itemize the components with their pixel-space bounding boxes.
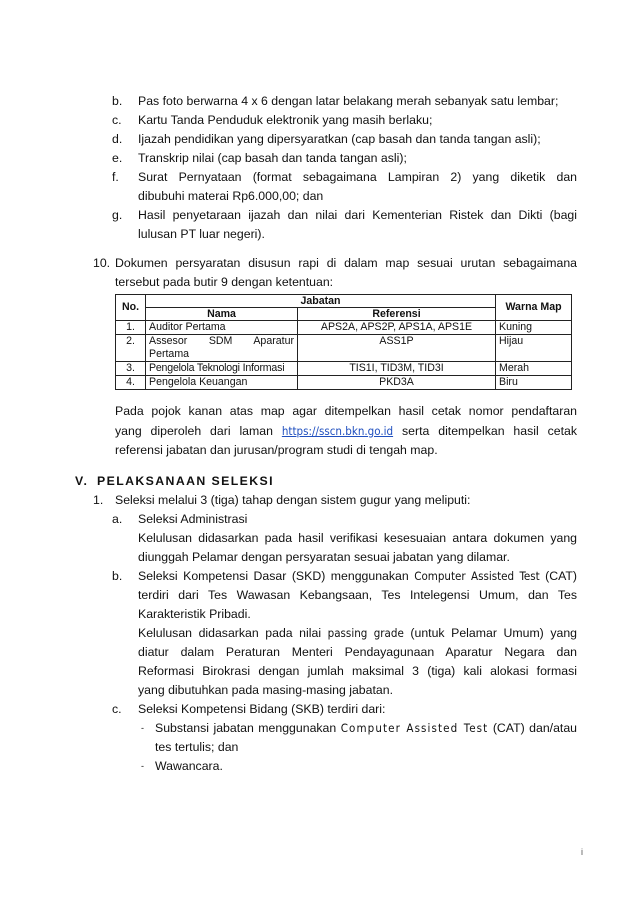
header-nama: Nama [146, 308, 298, 321]
v1-text: Seleksi melalui 3 (tiga) tahap dengan sistem gugur yang meliputi: [115, 493, 471, 507]
list-item-d: Ijazah pendidikan yang dipersyaratkan (cap basah dan tanda tangan asli); [138, 132, 541, 146]
cell-nama-line1: Assesor SDM Aparatur [149, 335, 294, 347]
vb-line3: Karakteristik Pribadi. [138, 607, 251, 621]
list-item-g-line2: lulusan PT luar negeri). [138, 227, 265, 241]
cell-referensi: ASS1P [298, 335, 496, 362]
cell-nama: Pengelola Teknologi Informasi [146, 362, 298, 376]
vb-text: (untuk Pelamar Umum) yang [410, 626, 577, 640]
vb-line6: Reformasi Birokrasi dengan jumlah maksimal 3 (tiga) kali alokasi formasi [138, 664, 577, 678]
vc-title: Seleksi Kompetensi Bidang (SKB) terdiri dari: [138, 702, 386, 716]
list-item-g-line1: Hasil penyetaraan ijazah dan nilai dari Kementerian Ristek dan Dikti (bagi [138, 208, 577, 222]
after-table-line2 [115, 422, 577, 441]
vc-text: (CAT) dan/atau [492, 721, 578, 735]
bullet-dash: - [141, 723, 144, 733]
cell-no: 1. [116, 321, 146, 335]
vc-text: Substansi jabatan menggunakan [155, 721, 337, 735]
vb-text: (CAT) [545, 569, 578, 583]
vc-sub2: Wawancara. [155, 759, 223, 773]
item-10-line1: Dokumen persyaratan disusun rapi di dalam map sesuai urutan sebagaimana [115, 256, 577, 270]
cat-term: Computer Assisted Test [414, 569, 540, 583]
cell-referensi: TIS1I, TID3M, TID3I [298, 362, 496, 376]
table-row [116, 362, 572, 376]
list-item-b: Pas foto berwarna 4 x 6 dengan latar belakang merah sebanyak satu lembar; [138, 94, 559, 108]
list-item-f-line2: dibubuhi materai Rp6.000,00; dan [138, 189, 324, 203]
cell-nama: Auditor Pertama [146, 321, 298, 335]
list-marker: e. [112, 151, 123, 165]
header-referensi: Referensi [298, 308, 496, 321]
passing-grade-term: passing grade [327, 626, 404, 640]
cell-no: 4. [116, 376, 146, 390]
vb-line7: yang dibutuhkan pada masing-masing jabatan. [138, 683, 393, 697]
va-line2: diunggah Pelamar dengan persyaratan sesuai jabatan yang dilamar. [138, 550, 510, 564]
header-no: No. [116, 295, 146, 321]
header-warna-map: Warna Map [496, 295, 572, 321]
vb-text: Seleksi Kompetensi Dasar (SKD) menggunakan [138, 569, 409, 583]
list-item-f-line1: Surat Pernyataan (format sebagaimana Lampiran 2) yang diketik dan [138, 170, 577, 184]
vb-line2: terdiri dari Tes Wawasan Kebangsaan, Tes Intelegensi Umum, dan Tes [138, 588, 577, 602]
cell-nama: Pengelola Keuangan [146, 376, 298, 390]
item-10-line2: tersebut pada butir 9 dengan ketentuan: [115, 275, 334, 289]
after-table-line1: Pada pojok kanan atas map agar ditempelkan hasil cetak nomor pendaftaran [115, 404, 577, 418]
list-item-c: Kartu Tanda Penduduk elektronik yang masih berlaku; [138, 113, 433, 127]
vb-line1 [138, 567, 577, 586]
bullet-dash: - [141, 761, 144, 771]
cell-no: 2. [116, 335, 146, 362]
list-marker: 1. [93, 493, 104, 507]
header-jabatan: Jabatan [146, 295, 496, 308]
table-header-row [116, 295, 572, 308]
section-marker: V. [75, 474, 89, 488]
list-marker: b. [112, 94, 123, 108]
after-table-line3: referensi jabatan dan jurusan/program studi di tengah map. [115, 443, 438, 457]
table-row [116, 321, 572, 335]
page-number: i [581, 847, 583, 857]
va-line1: Kelulusan didasarkan pada hasil verifikasi kesesuaian antara dokumen yang [138, 531, 577, 545]
after-table-text: yang diperoleh dari laman [115, 424, 273, 438]
list-marker: g. [112, 208, 123, 222]
list-marker: d. [112, 132, 123, 146]
vb-text: Kelulusan didasarkan pada nilai [138, 626, 322, 640]
list-marker: c. [112, 113, 122, 127]
list-marker: f. [112, 170, 119, 184]
section-title: PELAKSANAAN SELEKSI [97, 474, 274, 488]
cell-warna: Kuning [496, 321, 572, 335]
cell-referensi: APS2A, APS2P, APS1A, APS1E [298, 321, 496, 335]
list-marker: b. [112, 569, 123, 583]
list-marker: 10. [93, 256, 111, 270]
list-item-e: Transkrip nilai (cap basah dan tanda tangan asli); [138, 151, 407, 165]
vc-sub1-line1 [155, 719, 577, 738]
vb-line4 [138, 624, 577, 643]
table-row [116, 376, 572, 390]
cell-warna: Merah [496, 362, 572, 376]
cell-warna: Hijau [496, 335, 572, 362]
cell-no: 3. [116, 362, 146, 376]
list-marker: c. [112, 702, 122, 716]
vb-line5: diatur dalam Peraturan Menteri Pendayagunaan Aparatur Negara dan [138, 645, 577, 659]
sscn-link[interactable]: https://sscn.bkn.go.id [281, 424, 394, 438]
cell-nama [146, 335, 298, 362]
va-title: Seleksi Administrasi [138, 512, 248, 526]
table-row [116, 335, 572, 362]
after-table-text: serta ditempelkan hasil cetak [402, 424, 578, 438]
vc-sub1-line2: tes tertulis; dan [155, 740, 239, 754]
cat-term: Computer Assisted Test [340, 721, 489, 735]
list-marker: a. [112, 512, 123, 526]
cell-nama-line2: Pertama [149, 348, 190, 360]
jabatan-table [115, 294, 572, 390]
cell-warna: Biru [496, 376, 572, 390]
cell-referensi: PKD3A [298, 376, 496, 390]
